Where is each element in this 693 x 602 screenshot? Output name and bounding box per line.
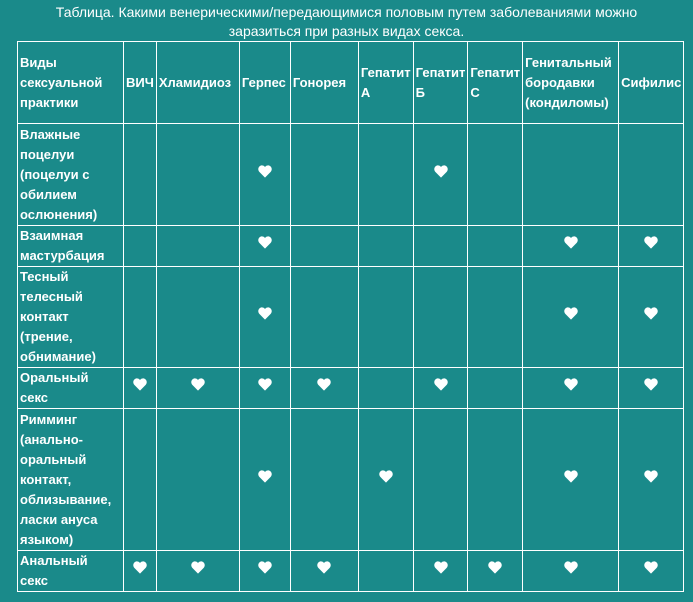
table-cell [358,226,413,267]
column-header-line: С [470,84,480,100]
practice-label-cell [18,368,124,409]
table-cell [413,368,468,409]
table-caption [0,3,693,41]
table-cell [468,551,523,592]
corner-header-line: сексуальной [20,74,103,90]
practice-label-line: (поцелуи с [20,166,90,182]
practice-label-cell [18,267,124,368]
column-header-line: Б [415,84,425,100]
practice-label-line: Анальный [20,553,88,568]
heart-icon [488,561,502,575]
column-header-line: Гепатит [360,64,411,80]
heart-icon [644,561,658,575]
column-header-line: (кондиломы) [525,94,609,110]
heart-icon [191,378,205,392]
heart-icon [317,561,331,575]
heart-icon [564,561,578,575]
practice-label-cell [18,124,124,226]
column-header-genital-warts [523,42,619,124]
table-row [18,368,684,409]
table-cell [290,226,358,267]
practice-label-cell [18,409,124,551]
heart-icon [317,378,331,392]
column-header-hepatitis-a [358,42,413,124]
heart-icon [258,561,272,575]
practice-label-line: секс [20,390,49,405]
column-header-hepatitis-b [413,42,468,124]
table-cell [239,409,290,551]
table-row [18,409,684,551]
practice-label-line: телесный [20,289,83,304]
table-cell [413,551,468,592]
table-cell [619,226,684,267]
practice-label-line: Тесный [20,269,69,284]
heart-icon [564,378,578,392]
column-header-line: Гонорея [292,74,347,90]
heart-icon [258,378,272,392]
table-cell [239,226,290,267]
heart-icon [258,307,272,321]
corner-header [18,42,124,124]
table-row [18,551,684,592]
table-cell [156,409,239,551]
practice-label-line: поцелуи [20,146,75,162]
table-cell [619,124,684,226]
heart-icon [133,561,147,575]
practice-label-line: Взаимная [20,228,84,243]
practice-label-line: секс [20,573,49,588]
table-cell [523,267,619,368]
table-cell [358,267,413,368]
heart-icon [564,307,578,321]
column-header-gonorrhea [290,42,358,124]
caption-line-1: Таблица. Какими венерическими/передающимися половым путем заболеваниями можно [55,4,638,20]
table-cell [619,409,684,551]
table-cell [290,409,358,551]
column-header-line: Хламидиоз [158,74,232,90]
practice-label-line: ласки ануса [20,511,98,527]
table-cell [290,551,358,592]
heart-icon [644,236,658,250]
column-header-line: Генитальный [525,54,612,70]
table-cell [239,124,290,226]
table-cell [124,226,157,267]
column-header-line: Сифилис [621,74,682,90]
column-header-herpes [239,42,290,124]
practice-label-line: мастурбация [20,248,105,263]
heart-icon [379,470,393,484]
table-cell [124,267,157,368]
column-header-line: А [360,84,371,100]
table-cell [413,409,468,551]
table-cell [468,124,523,226]
table-cell [358,551,413,592]
heart-icon [434,378,448,392]
caption-line-2: заразиться при разных видах секса. [228,23,465,39]
column-header-syphilis [619,42,684,124]
table-cell [468,267,523,368]
heart-icon [258,165,272,179]
practice-label-line: ослюнения) [20,206,98,222]
table-cell [523,226,619,267]
column-header-line: Гепатит [415,64,466,80]
practice-label-line: Влажные [20,126,81,142]
heart-icon [133,378,147,392]
column-header-line: ВИЧ [126,74,154,90]
table-cell [156,226,239,267]
table-cell [124,409,157,551]
heart-icon [258,470,272,484]
column-header-chlamydia [156,42,239,124]
table-cell [156,368,239,409]
practice-label-line: контакт [20,309,69,324]
column-header-hepatitis-c [468,42,523,124]
table-cell [523,124,619,226]
table-cell [468,409,523,551]
table-cell [358,368,413,409]
table-cell [619,551,684,592]
practice-label-line: языком) [20,531,74,547]
table-cell [413,124,468,226]
table-cell [523,551,619,592]
heart-icon [258,236,272,250]
corner-header-line: Виды [20,54,57,70]
table-cell [290,124,358,226]
table-cell [619,368,684,409]
table-cell [124,551,157,592]
practice-label-line: Римминг [20,411,78,427]
heart-icon [644,307,658,321]
table-cell [468,368,523,409]
table-cell [124,368,157,409]
table-cell [413,267,468,368]
table-cell [468,226,523,267]
heart-icon [644,378,658,392]
practice-label-cell [18,226,124,267]
heart-icon [644,470,658,484]
column-header-line: бородавки [525,74,595,90]
table-cell [413,226,468,267]
table-cell [358,409,413,551]
column-header-hiv [124,42,157,124]
table-cell [156,267,239,368]
table-cell [358,124,413,226]
practice-label-line: контакт, [20,471,72,487]
practice-label-line: оральный [20,451,87,467]
table-cell [523,409,619,551]
table-cell [290,368,358,409]
heart-icon [564,470,578,484]
practice-label-line: (трение, [20,329,73,344]
header-row [18,42,684,124]
table-cell [239,368,290,409]
heart-icon [564,236,578,250]
table-cell [124,124,157,226]
column-header-line: Герпес [241,74,286,90]
std-table [17,41,684,592]
practice-label-line: обилием [20,186,77,202]
table-cell [523,368,619,409]
table-row [18,124,684,226]
practice-label-line: Оральный [20,370,89,385]
heart-icon [191,561,205,575]
table-cell [156,124,239,226]
table-cell [619,267,684,368]
table-cell [156,551,239,592]
heart-icon [434,561,448,575]
heart-icon [434,165,448,179]
practice-label-line: (анально- [20,431,84,447]
table-row [18,226,684,267]
table-cell [290,267,358,368]
practice-label-cell [18,551,124,592]
table-cell [239,267,290,368]
practice-label-line: облизывание, [20,491,112,507]
table-cell [239,551,290,592]
corner-header-line: практики [20,94,79,110]
practice-label-line: обнимание) [20,349,96,364]
column-header-line: Гепатит [470,64,521,80]
table-row [18,267,684,368]
